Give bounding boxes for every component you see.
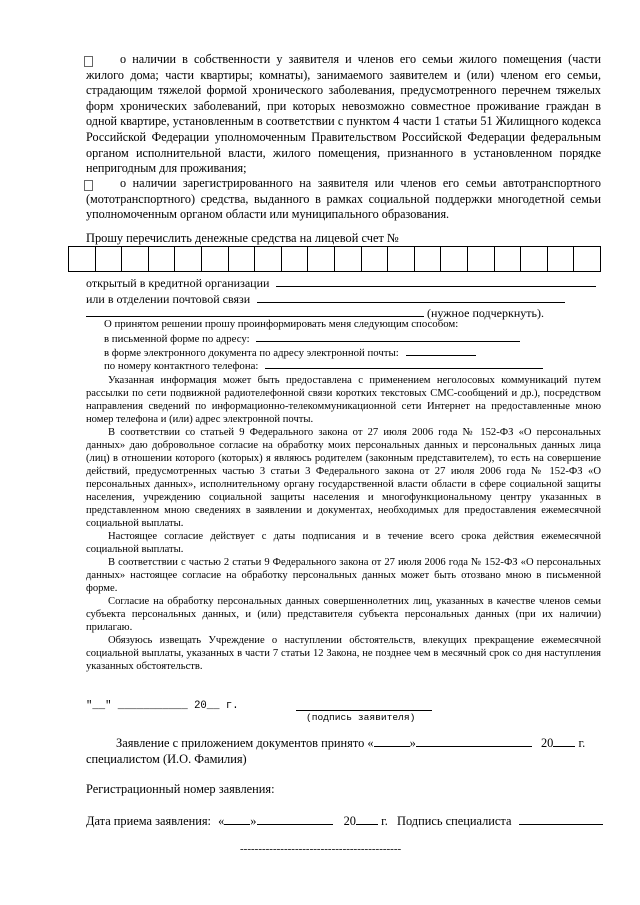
specialist-signature-field[interactable] (519, 824, 603, 825)
notify-email-label: в форме электронного документа по адресу электронной почты: (104, 347, 399, 359)
notify-email-line (104, 347, 476, 360)
account-digit-cell[interactable] (229, 247, 256, 271)
account-number-grid[interactable] (68, 246, 601, 272)
extra-field[interactable] (86, 316, 424, 317)
vehicle-condition-text: о наличии зарегистрированного на заявителя или членов его семьи автотранспортного (мототранспортного) средства, выданного в рамках социальной поддержки многодетной семьи уполномоченным органом области или муниципального образования. (86, 176, 601, 222)
accepted-close-quote: » (409, 736, 416, 750)
account-digit-cell[interactable] (69, 247, 96, 271)
housing-condition-text: о наличии в собственности у заявителя и членов его семьи жилого помещения (части жилого дома; части квартиры; комнаты), занимаемого заявителем и (или) членом его семьи, страдающим тяжелой формой хронического заболевания, предусмотренного перечнем тяжелых форм хронических заболеваний, при которых невозможно совместное проживание граждан в одной квартире, установленным в соответствии с пунктом 4 части 1 статьи 51 Жилищного кодекса Российской Федерации уполномоченным Правительством Российской Федерации федеральным органом исполнительной власти, жилого помещения, признанного в установленном порядке непригодным для проживания; (86, 52, 601, 176)
account-digit-cell[interactable] (255, 247, 282, 271)
account-digit-cell[interactable] (282, 247, 309, 271)
receipt-open-quote: « (218, 814, 225, 828)
account-digit-cell[interactable] (441, 247, 468, 271)
receipt-year-suffix: г. (381, 814, 388, 828)
underline-note: (нужное подчеркнуть). (427, 306, 544, 320)
specialist-signature-label: Подпись специалиста (397, 814, 512, 828)
signature-line[interactable] (296, 710, 432, 711)
consent-paragraph: В соответствии со статьей 9 Федерального закона от 27 июля 2006 года № 152-ФЗ «О персональных данных» даю добровольное согласие на обработку моих персональных данных и персональных данных лица (лиц) в отношении которого (которых) я являюсь родителем (законным представителем), то есть на совершение действий, предусмотренных частью 3 статьи 3 Федерального закона от 27 июля 2006 года № 152-ФЗ «О персональных данных», исполнительному органу государственной власти области в сфере социальной защиты населения, учреждению социальной защиты населения и многофункциональному центру указанных в представленном мною сведениях в заявлении и документах, необходимых для предоставления ежемесячной социальной выплаты. (86, 427, 601, 529)
account-digit-cell[interactable] (175, 247, 202, 271)
receipt-line (86, 814, 603, 829)
receipt-close-quote: » (250, 814, 257, 828)
account-digit-cell[interactable] (149, 247, 176, 271)
accepted-specialist: специалистом (И.О. Фамилия) (86, 752, 247, 766)
post-office-field[interactable] (257, 302, 565, 303)
registration-label: Регистрационный номер заявления: (86, 782, 275, 796)
accepted-year-prefix: 20 (540, 736, 554, 750)
account-digit-cell[interactable] (495, 247, 522, 271)
account-digit-cell[interactable] (468, 247, 495, 271)
email-field[interactable] (406, 355, 476, 356)
account-digit-cell[interactable] (202, 247, 229, 271)
accepted-line (116, 736, 585, 751)
consent-paragraph: В соответствии с частью 2 статьи 9 Федерального закона от 27 июля 2006 года № 152-ФЗ «О персональных данных» настоящее согласие на обработку персональных данных может быть отозвано мною в письменной форме. (86, 557, 601, 594)
account-digit-cell[interactable] (308, 247, 335, 271)
notify-postal-line (104, 333, 520, 346)
phone-field[interactable] (265, 368, 543, 369)
consent-block (86, 374, 601, 673)
accepted-year-suffix: г. (578, 736, 586, 750)
footer-divider: -------------------------------------------- (240, 843, 402, 855)
receipt-day-field[interactable] (224, 824, 250, 825)
receipt-year-prefix: 20 (343, 814, 356, 828)
consent-paragraph: Обязуюсь извещать Учреждение о наступлении обстоятельств, влекущих прекращение ежемесячной социальной выплаты, указанных в части 7 статьи 12 Закона, не позднее чем в месячный срок со дня наступления указанных обстоятельств. (86, 635, 601, 672)
account-request-label: Прошу перечислить денежные средства на лицевой счет № (86, 231, 399, 245)
post-office-label: или в отделении почтовой связи (86, 292, 251, 306)
receipt-month-field[interactable] (257, 824, 333, 825)
notify-phone-label: по номеру контактного телефона: (104, 360, 259, 372)
consent-paragraph: Настоящее согласие действует с даты подписания и в течение всего срока действия ежемесячной социальной выплаты. (86, 531, 601, 555)
notify-intro: О принятом решении прошу проинформировать меня следующим способом: (104, 318, 459, 330)
receipt-year-field[interactable] (356, 824, 378, 825)
accepted-label: Заявление с приложением документов принято « (116, 736, 374, 750)
accepted-year-field[interactable] (553, 746, 575, 747)
account-digit-cell[interactable] (574, 247, 600, 271)
receipt-label: Дата приема заявления: (86, 814, 211, 828)
account-digit-cell[interactable] (362, 247, 389, 271)
account-digit-cell[interactable] (335, 247, 362, 271)
accepted-day-field[interactable] (374, 746, 410, 747)
account-digit-cell[interactable] (96, 247, 123, 271)
bank-field[interactable] (276, 286, 596, 287)
notify-postal-label: в письменной форме по адресу: (104, 333, 250, 345)
bank-label: открытый в кредитной организации (86, 276, 270, 290)
consent-paragraph: Согласие на обработку персональных данных совершеннолетних лиц, указанных в качестве членов семьи субъекта персональных данных, и (или) представителя субъекта персональных данных (при их наличии) прилагаю. (86, 596, 601, 633)
post-label-line (86, 292, 565, 307)
account-digit-cell[interactable] (521, 247, 548, 271)
notify-phone-line (104, 360, 543, 373)
account-digit-cell[interactable] (548, 247, 575, 271)
accepted-month-field[interactable] (416, 746, 532, 747)
signature-caption: (подпись заявителя) (306, 712, 416, 723)
bank-label-line (86, 276, 596, 291)
account-digit-cell[interactable] (415, 247, 442, 271)
account-digit-cell[interactable] (388, 247, 415, 271)
sign-date: "__" ___________ 20__ г. (86, 700, 239, 712)
postal-address-field[interactable] (256, 341, 520, 342)
account-digit-cell[interactable] (122, 247, 149, 271)
consent-paragraph: Указанная информация может быть предоставлена с применением неголосовых коммуникаций путем рассылки по сети подвижной радиотелефонной связи коротких текстовых СМС-сообщений и др.), посредством направления сведений по информационно-телекоммуникационной сети Интернет на предоставленные мною номер телефона и (или) адрес электронной почты. (86, 375, 601, 425)
